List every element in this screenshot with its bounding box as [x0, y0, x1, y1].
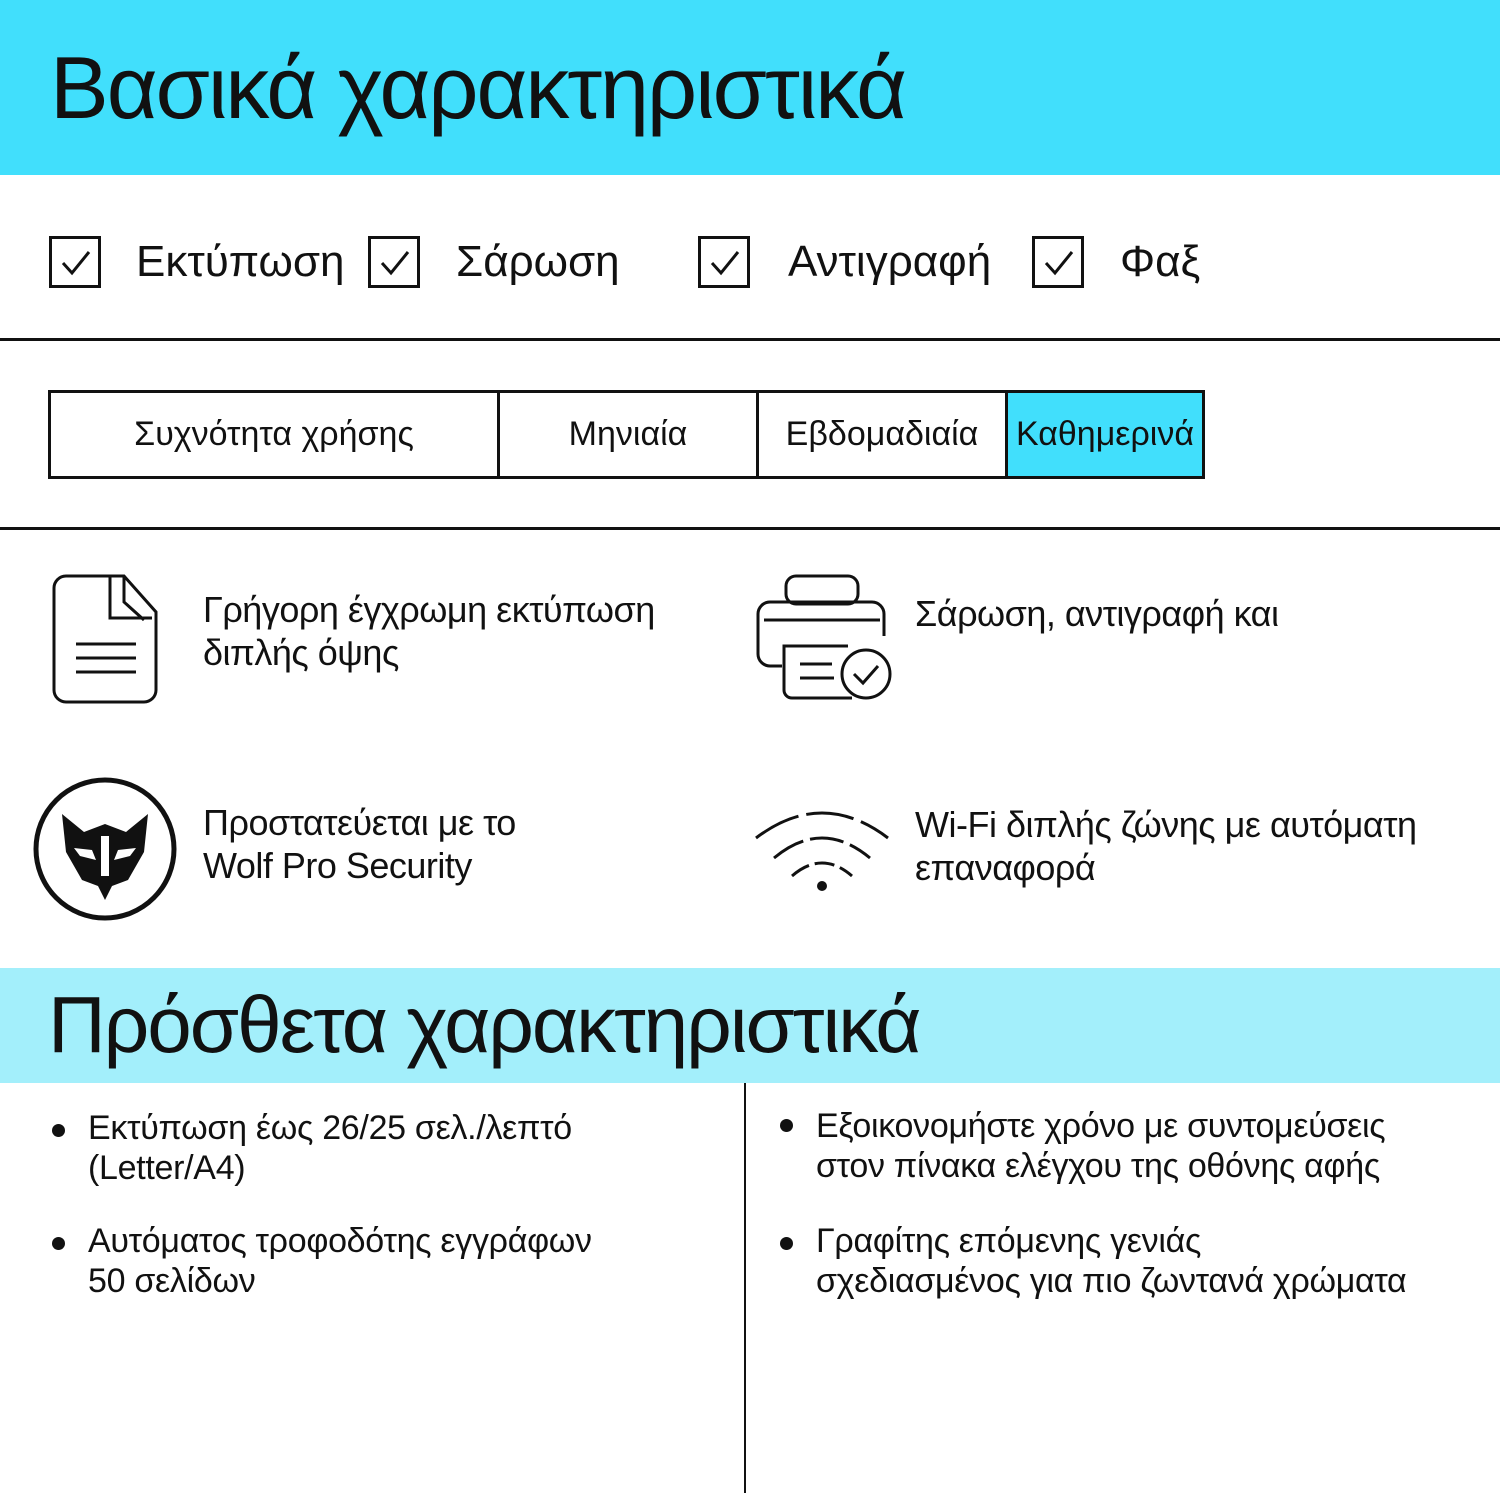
bullet-icon: [52, 1237, 65, 1250]
feature-text-duplex: Γρήγορη έγχρωμη εκτύπωση διπλής όψης: [203, 589, 655, 673]
feature-text-security: Προστατεύεται με το Wolf Pro Security: [203, 802, 516, 886]
wolf-security-icon: [32, 776, 178, 922]
usage-option-monthly[interactable]: Μηνιαία: [500, 393, 759, 476]
checkmark-icon: [379, 249, 411, 277]
checkmark-icon: [1043, 249, 1075, 277]
feature-text-scan-copy: Σάρωση, αντιγραφή και: [915, 593, 1279, 634]
document-icon: [52, 574, 158, 704]
function-label-copy: Αντιγραφή: [788, 237, 992, 286]
checkbox-scan[interactable]: [368, 236, 420, 288]
page-title: Βασικά χαρακτηριστικά: [50, 38, 906, 137]
wifi-icon: [752, 806, 892, 896]
list-item: Αυτόματος τροφοδότης εγγράφων 50 σελίδων: [88, 1222, 592, 1300]
bullet-icon: [780, 1237, 793, 1250]
main-header-band: [0, 0, 1500, 175]
function-label-print: Εκτύπωση: [136, 237, 345, 286]
checkbox-fax[interactable]: [1032, 236, 1084, 288]
feature-text-wifi: Wi-Fi διπλής ζώνης με αυτόματη επαναφορά: [915, 804, 1417, 888]
column-divider: [744, 1083, 746, 1493]
divider: [0, 527, 1500, 530]
usage-option-weekly[interactable]: Εβδομαδιαία: [759, 393, 1008, 476]
list-item: Εξοικονομήστε χρόνο με συντομεύσεις στον πίνακα ελέγχου της οθόνης αφής: [816, 1107, 1386, 1185]
divider: [0, 338, 1500, 341]
function-label-fax: Φαξ: [1120, 237, 1201, 286]
checkmark-icon: [709, 249, 741, 277]
usage-frequency-table: [48, 390, 1205, 479]
bullet-icon: [780, 1119, 793, 1132]
checkmark-icon: [60, 249, 92, 277]
usage-label: Συχνότητα χρήσης: [51, 393, 500, 476]
list-item: Γραφίτης επόμενης γενιάς σχεδιασμένος για πιο ζωντανά χρώματα: [816, 1222, 1407, 1300]
checkbox-print[interactable]: [49, 236, 101, 288]
extra-header-band: [0, 968, 1500, 1083]
usage-option-daily[interactable]: Καθημερινά: [1008, 393, 1202, 476]
extra-title: Πρόσθετα χαρακτηριστικά: [48, 980, 920, 1069]
bullet-icon: [52, 1124, 65, 1137]
list-item: Εκτύπωση έως 26/25 σελ./λεπτό (Letter/A4): [88, 1109, 572, 1187]
function-label-scan: Σάρωση: [456, 237, 620, 286]
checkbox-copy[interactable]: [698, 236, 750, 288]
printer-check-icon: [756, 574, 892, 702]
